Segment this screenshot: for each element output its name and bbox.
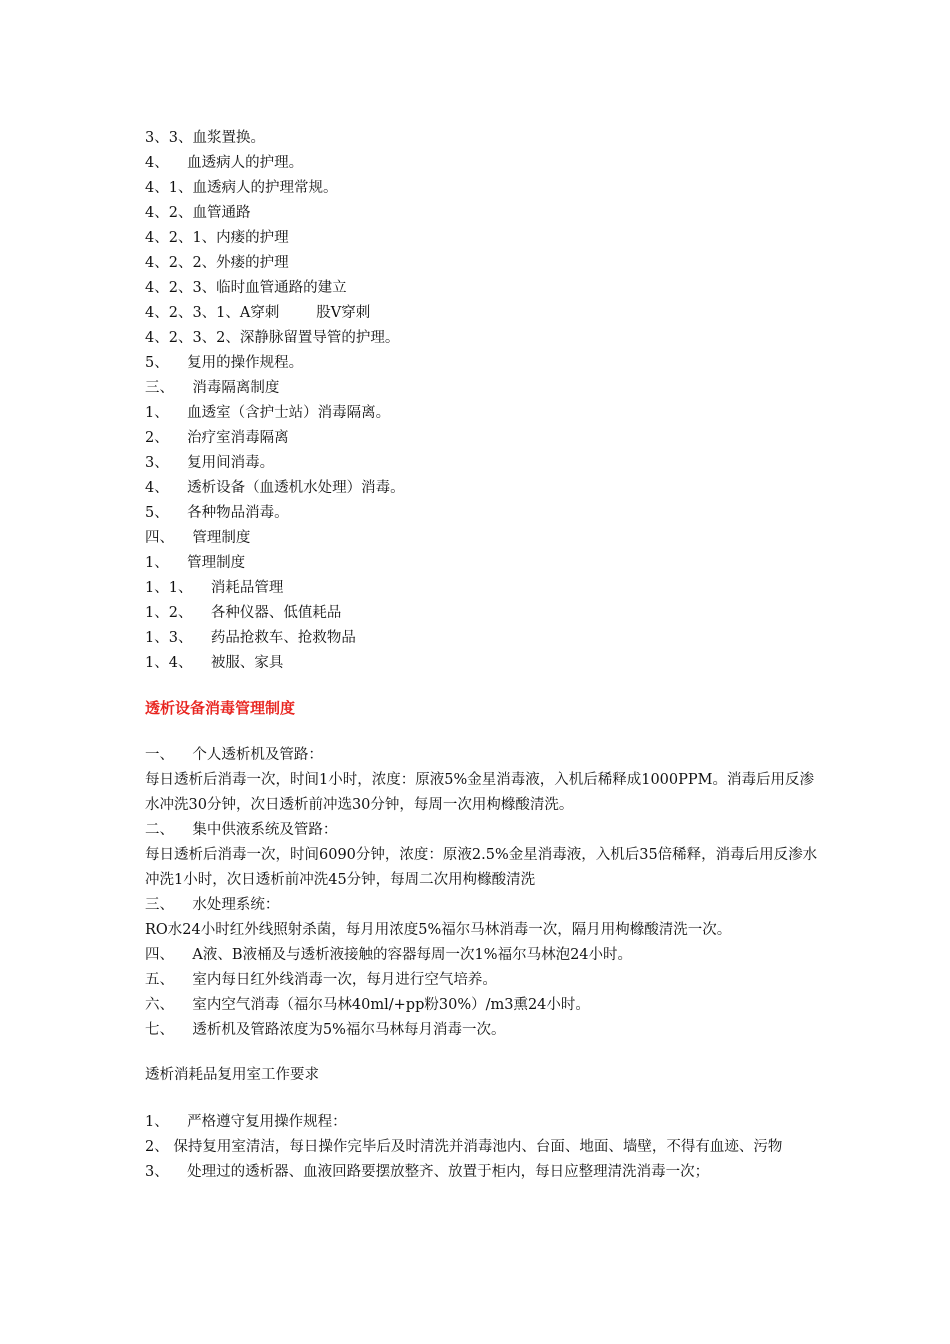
outline-item: 2、 治疗室消毒隔离: [145, 430, 289, 446]
outline-item: 1、2、 各种仪器、低值耗品: [145, 605, 342, 621]
outline-item: 4、 血透病人的护理。: [145, 155, 304, 171]
outline-item: 3、 复用间消毒。: [145, 455, 275, 471]
paragraph: 1、 严格遵守复用操作规程：: [145, 1114, 347, 1130]
outline-item: 1、 血透室（含护士站）消毒隔离。: [145, 405, 391, 421]
outline-item: 1、 管理制度: [145, 555, 246, 571]
paragraph: 每日透析后消毒一次，时间6090分钟，浓度：原液2.5%金星消毒液，入机后35倍稀释，消毒后用反渗水冲洗1小时，次日透析前冲洗45分钟，每周二次用枸橼酸清洗: [145, 847, 818, 888]
paragraph: 五、 室内每日红外线消毒一次，每月进行空气培养。: [145, 972, 497, 988]
disinfection-section: [145, 743, 825, 1043]
outline-list: [145, 126, 825, 676]
outline-item: 4、2、3、临时血管通路的建立: [145, 280, 347, 296]
outline-item: 4、1、血透病人的护理常规。: [145, 180, 338, 196]
paragraph: 一、 个人透析机及管路：: [145, 747, 323, 763]
outline-item: 4、2、血管通路: [145, 205, 251, 221]
paragraph: 三、 水处理系统：: [145, 897, 280, 913]
paragraph: RO水24小时红外线照射杀菌，每月用浓度5%福尔马林消毒一次，隔月用枸橼酸清洗一次。: [145, 922, 732, 938]
paragraph: 3、 处理过的透析器、血液回路要摆放整齐、放置于柜内，每日应整理清洗消毒一次；: [145, 1164, 710, 1180]
outline-item: 4、2、3、2、深静脉留置导管的护理。: [145, 330, 400, 346]
outline-item: 1、3、 药品抢救车、抢救物品: [145, 630, 356, 646]
section-title-reuse-room: 透析消耗品复用室工作要求: [145, 1067, 319, 1083]
outline-item: 1、1、 消耗品管理: [145, 580, 284, 596]
paragraph: 每日透析后消毒一次，时间1小时，浓度：原液5%金星消毒液，入机后稀释成1000PPM。消毒后用反渗水冲洗30分钟，次日透析前冲选30分钟，每周一次用枸橼酸清洗。: [145, 772, 814, 813]
outline-item: 3、3、血浆置换。: [145, 130, 265, 146]
document-page: [145, 126, 825, 1185]
spacer: [145, 721, 825, 743]
outline-item: 4、2、2、外瘘的护理: [145, 255, 289, 271]
paragraph: 四、 A液、B液桶及与透析液接触的容器每周一次1%福尔马林泡24小时。: [145, 947, 633, 963]
section-title-disinfection: 透析设备消毒管理制度: [145, 699, 296, 717]
outline-item: 5、 各种物品消毒。: [145, 505, 289, 521]
paragraph: 七、 透析机及管路浓度为5%福尔马林每月消毒一次。: [145, 1022, 506, 1038]
outline-item: 5、 复用的操作规程。: [145, 355, 304, 371]
reuse-room-section: [145, 1110, 825, 1185]
paragraph: 二、 集中供液系统及管路：: [145, 822, 338, 838]
outline-item: 4、2、3、1、A穿刺 股V穿刺: [145, 305, 371, 321]
paragraph: 2、 保持复用室清洁，每日操作完毕后及时清洗并消毒池内、台面、地面、墙壁，不得有血迹、污物: [145, 1139, 783, 1155]
outline-item: 三、 消毒隔离制度: [145, 380, 280, 396]
outline-item: 4、2、1、内瘘的护理: [145, 230, 289, 246]
spacer: [145, 1088, 825, 1110]
paragraph: 六、 室内空气消毒（福尔马林40ml/+pp粉30%）/m3熏24小时。: [145, 997, 590, 1013]
outline-item: 4、 透析设备（血透机水处理）消毒。: [145, 480, 405, 496]
outline-item: 1、4、 被服、家具: [145, 655, 284, 671]
outline-item: 四、 管理制度: [145, 530, 251, 546]
